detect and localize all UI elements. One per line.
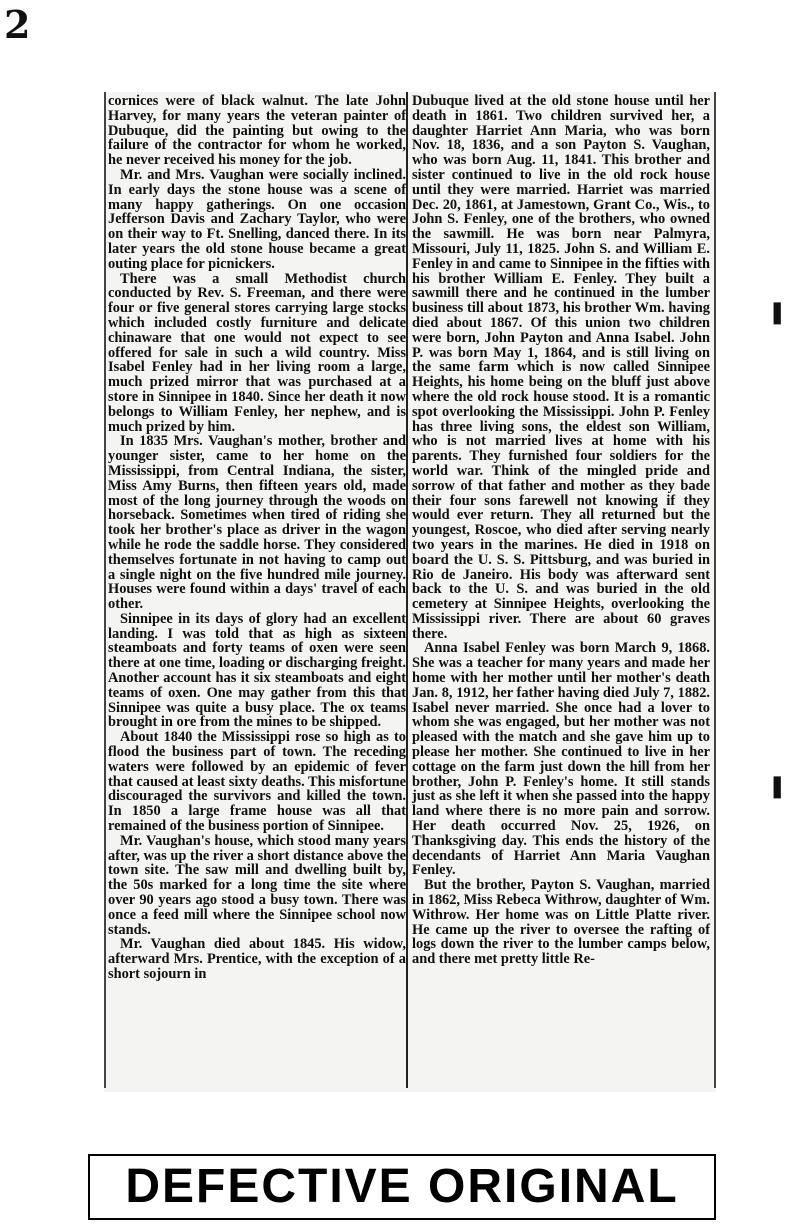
binding-mark-icon: ❚ [768,300,787,325]
right-paragraph-2: Anna Isabel Fenley was born March 9, 1868. She was a teacher for many years and made her home with her mother until her mother's death Jan. 8, 1912, her father having died July 7, 1882. Isabel never married. She once had a lover to whom she was engaged, but her mother was not pleased with the match and she gave him up to please her mother. She continued to live in her cottage on the farm just down the hill from her brother, John P. Fenley's home. It still stands just as she left it when she passed into the happy land where there is no more pain and sorrow. Her death occurred Nov. 25, 1926, on Thanksgiving day. This ends the history of the decendants of Harriet Ann Maria Vaughan Fenley. [412,640,710,879]
right-paragraph-1: Dubuque lived at the old stone house until her death in 1861. Two children survived her, a daughter Harriet Ann Maria, who was born Nov. 18, 1836, and a son Payton S. Vaughan, who was born Aug. 11, 1841. This brother and sister continued to live in the old rock house until they were married. Harriet was married Dec. 20, 1861, at Jamestown, Grant Co., Wis., to John S. Fenley, one of the brothers, who owned the sawmill. He was born near Palmyra, Missouri, July 11, 1825. John S. and William E. Fenley in and came to Sinnipee in the fifties with his brother William E. Fenley. They built a sawmill there and he continued in the lumber business till about 1873, his brother Wm. having died about 1867. Of this union two children were born, John Payton and Anna Isabel. John P. was born May 1, 1864, and is still living on the same farm which is now called Sinnipee Heights, his home being on the bluff just above where the old rock house stood. It is a romantic spot overlooking the Mississippi. John P. Fenley has three living sons, the eldest son William, who is not married lives at home with his parents. They furnished four soldiers for the world war. Think of the mingled pride and sorrow of that father and mother as they bade their four sons farewell not knowing if they would ever return. They all returned but the youngest, Roscoe, who died after serving nearly two years in the marines. He died in 1918 on board the U. S. S. Pittsburg, and was buried in Rio de Janeiro. His body was afterward sent back to the U. S. and was buried in the old cemetery at Sinnipee Heights, overlooking the Mississippi river. There are about 60 graves there. [412,93,710,642]
left-paragraph-3: There was a small Methodist church conducted by Rev. S. Freeman, and there were four or five general stores carrying large stocks which included costly furniture and delicate chinaware that one would not expect to see offered for sale in such a wild country. Miss Isabel Fenley had in her living room a large, much prized mirror that was purchased at a store in Sinnipee in 1840. Since her death it now belongs to William Fenley, her nephew, and is much prized by him. [108,270,406,435]
defective-original-stamp [88,1154,716,1220]
binding-mark-icon: ❚ [768,774,787,799]
left-paragraph-6: About 1840 the Mississippi rose so high as to flood the business part of town. The receding waters were followed by an epidemic of fever that caused at least sixty deaths. This misfortune discouraged the survivors and killed the town. In 1850 a large frame house was all that remained of the business portion of Sinnipee. [108,729,406,835]
column-divider [406,92,408,1088]
left-paragraph-7: Mr. Vaughan's house, which stood many years after, was up the river a short distance above the town site. The saw mill and dwelling built by, the 50s marked for a long time the site where over 90 years ago stood a busy town. There was once a feed mill where the Sinnipee school now stands. [108,832,406,938]
defective-original-label: DEFECTIVE ORIGINAL [125,1160,679,1213]
left-paragraph-8: Mr. Vaughan died about 1845. His widow, afterward Mrs. Prentice, with the exception of a short sojourn in [108,936,406,983]
left-paragraph-4: In 1835 Mrs. Vaughan's mother, brother and younger sister, came to her home on the Mississippi, from Central Indiana, the sister, Miss Amy Burns, then fifteen years old, made most of the long journey through the woods on horseback. Sometimes when tired of riding she took her brother's place as driver in the wagon while he rode the saddle horse. They considered themselves fortunate in not having to camp out a single night on the five hundred mile journey. Houses were found within a days' travel of each other. [108,433,406,613]
left-column [108,94,406,982]
right-paragraph-3: But the brother, Payton S. Vaughan, married in 1862, Miss Rebeca Withrow, daughter of Wm. Withrow. Her home was on Little Platte river. He came up the river to oversee the rafting of logs down the river to the lumber camps below, and there met pretty little Re- [412,877,710,968]
right-column [412,94,710,967]
left-paragraph-2: Mr. and Mrs. Vaughan were socially inclined. In early days the stone house was a scene of many happy gatherings. On one occasion Jefferson Davis and Zachary Taylor, who were on their way to Ft. Snelling, danced there. In its later years the old stone house became a great outing place for picnickers. [108,166,406,272]
left-paragraph-1: cornices were of black walnut. The late John Harvey, for many years the veteran painter of Dubuque, did the painting but owing to the failure of the contractor for whom he worked, he never received his money for the job. [108,93,406,169]
clipping-left-edge [104,92,106,1088]
page-number: 2 [4,2,31,47]
clipping-right-edge [714,92,716,1088]
left-paragraph-5: Sinnipee in its days of glory had an excellent landing. I was told that as high as sixteen steamboats and forty teams of oxen were seen there at one time, loading or discharging freight. Another account has it six steamboats and eight teams of oxen. One may gather from this that Sinnipee was quite a busy place. The ox teams brought in ore from the mines to be shipped. [108,610,406,731]
